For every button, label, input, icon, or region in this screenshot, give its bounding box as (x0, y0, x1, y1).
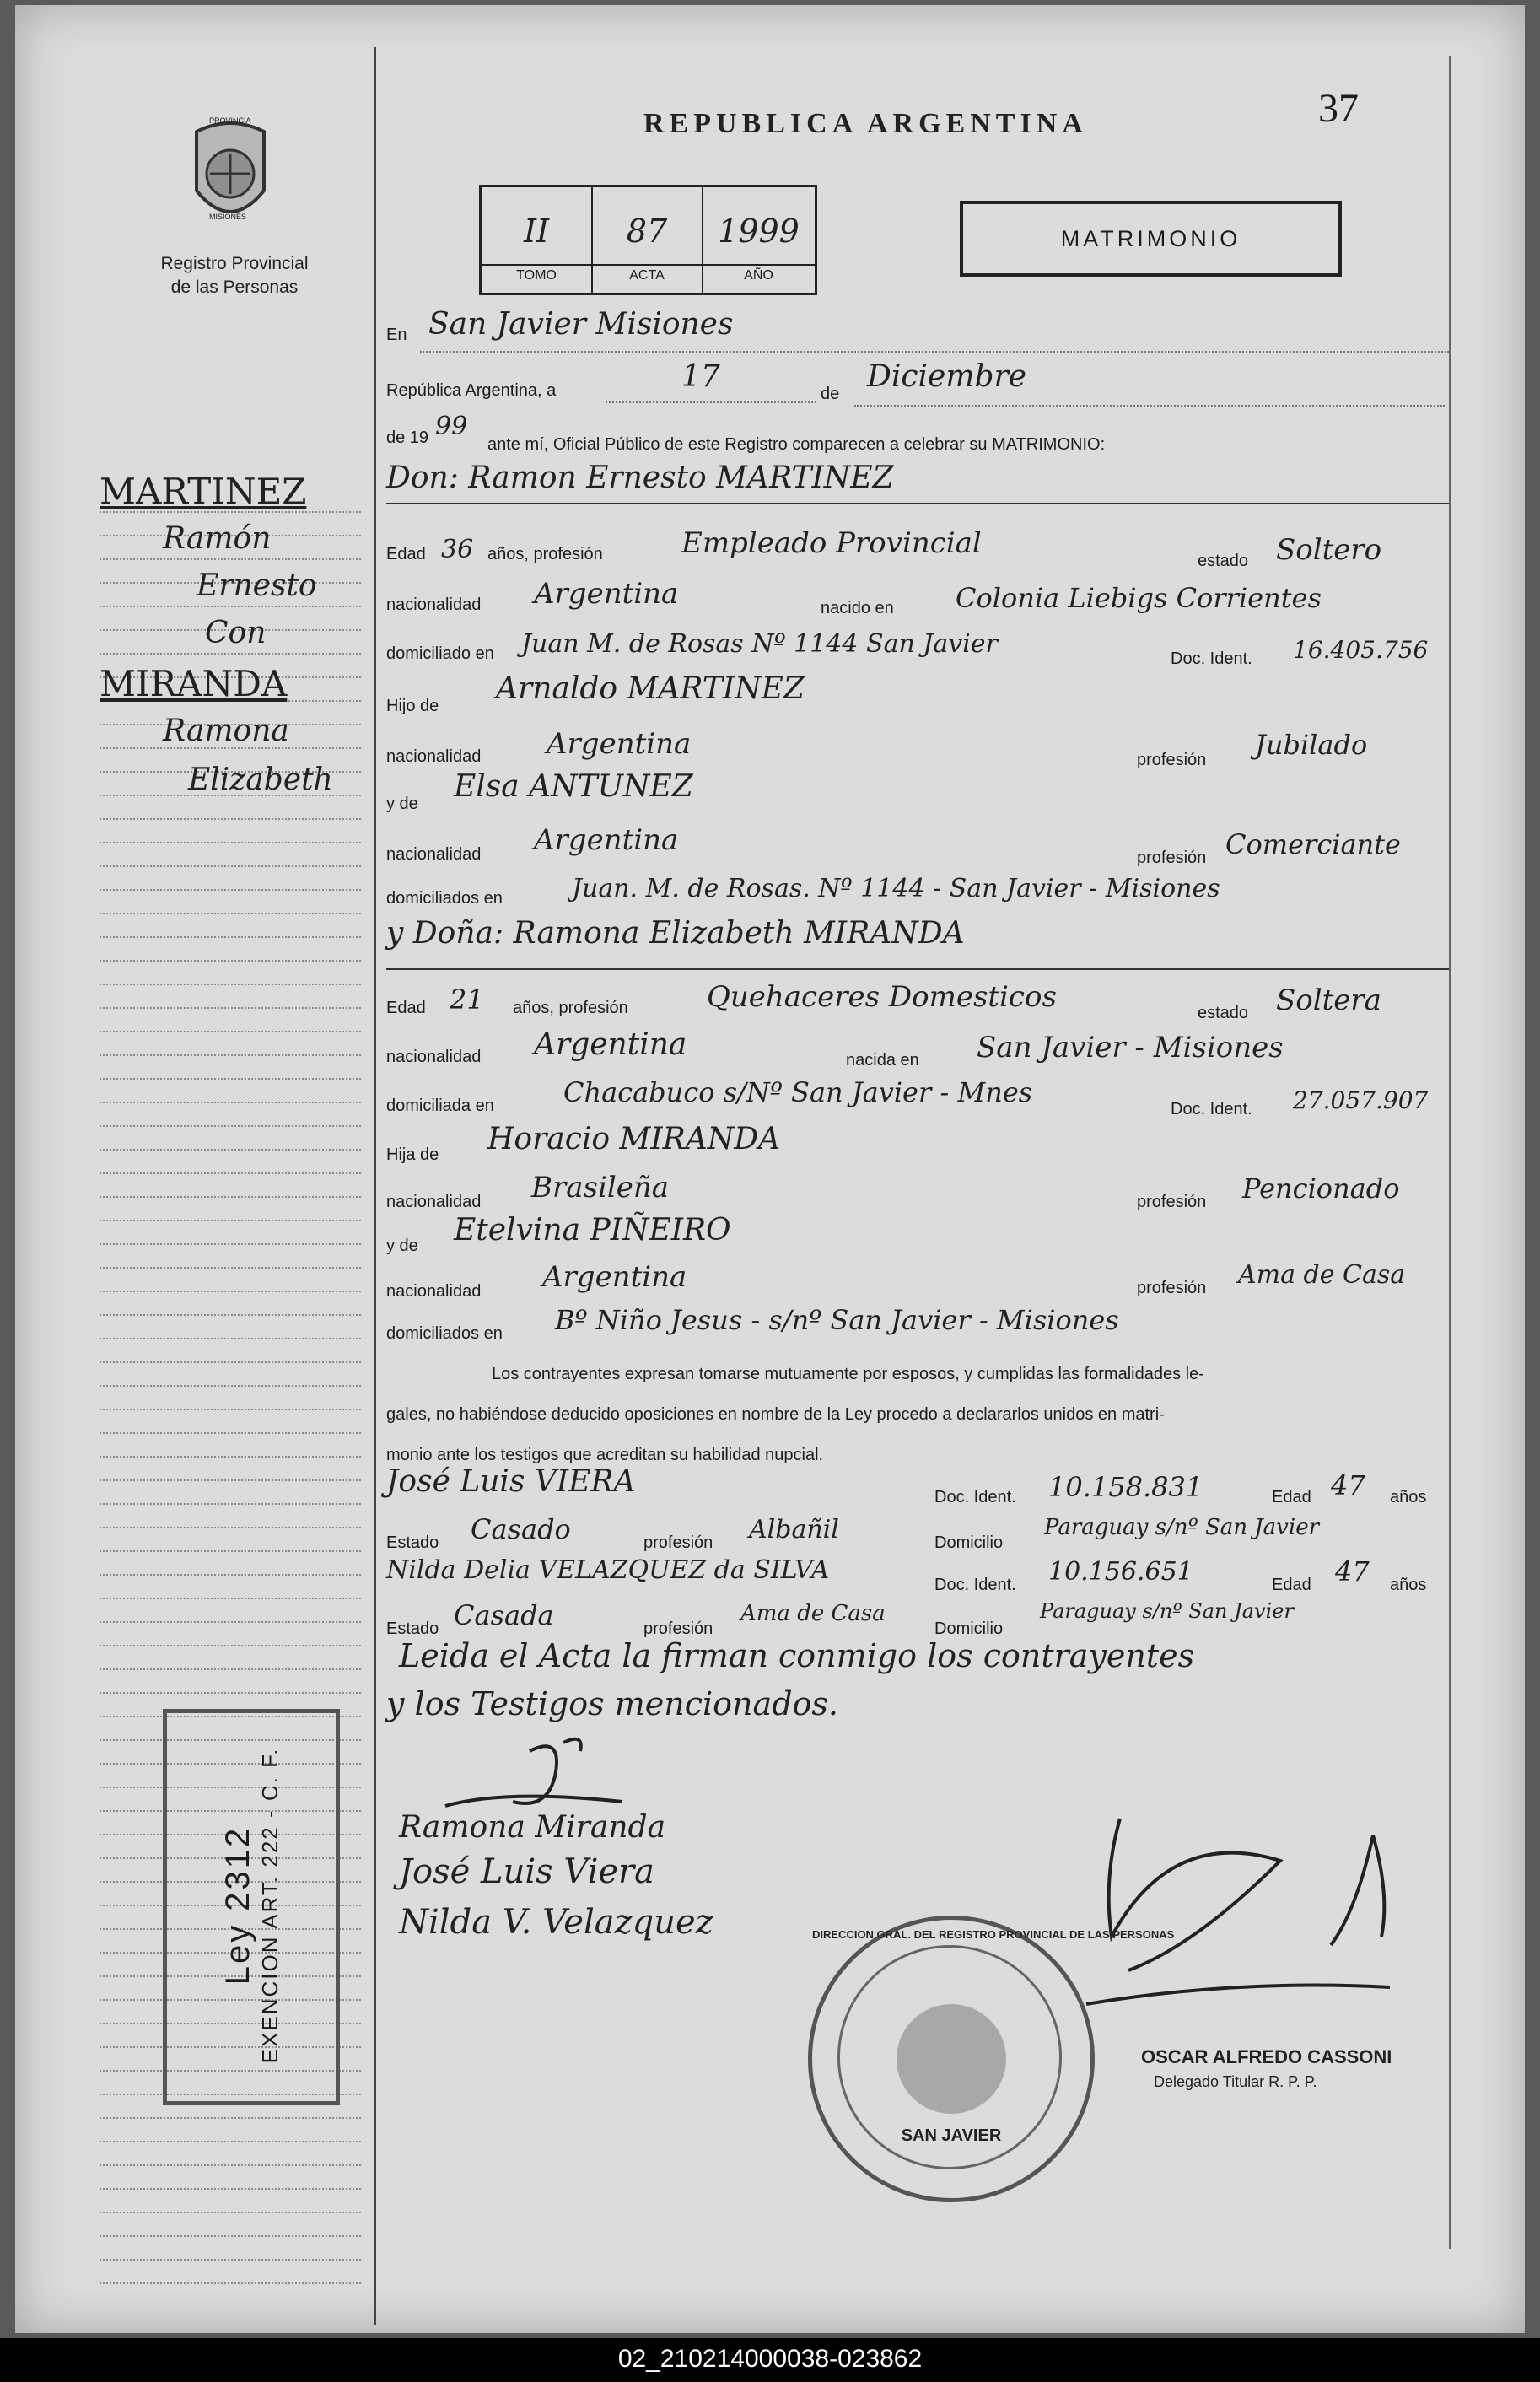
anio-label: AÑO (703, 264, 815, 283)
witness1-domicilio: Paraguay s/nº San Javier (1044, 1515, 1320, 1540)
bride-padres-dom: Bº Niño Jesus - s/nº San Javier - Misiones (555, 1304, 1119, 1336)
declaration-line3: monio ante los testigos que acreditan su habilidad nupcial. (386, 1446, 824, 1464)
file-id-strip (0, 2338, 1540, 2382)
groom-padre-nac: Argentina (547, 727, 692, 761)
margin-ruled-line (100, 1645, 361, 1646)
document-page (15, 5, 1525, 2333)
groom-padre-prof-label: profesión (1137, 751, 1207, 769)
margin-ruled-line (100, 865, 361, 867)
bride-edad-label: Edad (386, 999, 426, 1017)
margin-ruled-line (100, 2235, 361, 2237)
margin-ruled-line (100, 2259, 361, 2261)
groom-madre-prof: Comerciante (1225, 828, 1401, 860)
bride-madre-nac-label: nacionalidad (386, 1282, 482, 1301)
anio-value: 1999 (718, 213, 800, 250)
witness1-edad: 47 (1331, 1469, 1365, 1501)
groom-estado-label: estado (1198, 552, 1249, 570)
groom-doc: 16.405.756 (1293, 636, 1429, 664)
witness1-estado: Casado (471, 1513, 571, 1545)
signature-witness1: José Luis Viera (399, 1852, 655, 1891)
bride-domicilio: Chacabuco s/Nº San Javier - Mnes (563, 1076, 1033, 1108)
bride-doc: 27.057.907 (1293, 1086, 1429, 1114)
margin-ruled-line (100, 1432, 361, 1434)
groom-edad: 36 (441, 535, 474, 564)
margin-ruled-line (100, 1267, 361, 1269)
ley-stamp-line2: EXENCION ART. 222 - C. F. (257, 1747, 283, 2064)
ley-stamp-line1: Ley 2312 (219, 1825, 256, 1986)
groom-dom-label: domiciliado en (386, 644, 494, 663)
bride-nac-label: nacionalidad (386, 1048, 482, 1066)
margin-ruled-line (100, 1054, 361, 1056)
signature-witness2: Nilda V. Velazquez (399, 1903, 713, 1942)
groom-madre-nac: Argentina (534, 823, 679, 857)
margin-divider (374, 47, 376, 2325)
year: 99 (435, 412, 468, 441)
witness1-name: José Luis VIERA (386, 1464, 636, 1499)
margin-ruled-line (100, 653, 361, 655)
margin-con: Con (205, 616, 267, 650)
country-title: REPUBLICA ARGENTINA (643, 108, 1088, 139)
tomo-label: TOMO (482, 264, 591, 283)
groom-profesion-label: años, profesión (487, 545, 603, 563)
margin-ruled-line (100, 1361, 361, 1363)
bride-line: y Doña: Ramona Elizabeth MIRANDA (386, 916, 965, 951)
tomo-value: II (523, 213, 550, 250)
margin-ruled-line (100, 1172, 361, 1174)
declaration-line1: Los contrayentes expresan tomarse mutuamente por esposos, y cumplidas las formalidades le- (492, 1365, 1204, 1383)
bride-nacida: San Javier - Misiones (977, 1031, 1284, 1064)
place: San Javier Misiones (428, 307, 734, 342)
intro-text: ante mí, Oficial Público de este Registro comparecen a celebrar su MATRIMONIO: (487, 435, 1106, 454)
seal-top-text: PROVINCIA (209, 116, 251, 125)
margin-ruled-line (100, 558, 361, 560)
de19-label: de 19 (386, 428, 429, 447)
groom-profesion: Empleado Provincial (681, 526, 982, 560)
bride-nacida-label: nacida en (846, 1051, 919, 1070)
bride-madre-prof-label: profesión (1137, 1279, 1207, 1297)
de-label: de (821, 385, 840, 403)
bride-padre-nac: Brasileña (531, 1171, 669, 1204)
right-border-line (1449, 56, 1451, 2249)
closing-line2: y los Testigos mencionados. (386, 1685, 838, 1722)
groom-padres-dom: Juan. M. de Rosas. Nº 1144 - San Javier - Misiones (572, 874, 1220, 903)
bride-padre: Horacio MIRANDA (487, 1122, 781, 1156)
margin-ruled-line (100, 2117, 361, 2119)
bride-madre-prof: Ama de Casa (1238, 1260, 1406, 1290)
declaration-line2: gales, no habiéndose deducido oposiciones en nombre de la Ley procedo a declararlos unidos en matri- (386, 1405, 1165, 1424)
registry-name-line2: de las Personas (170, 278, 299, 297)
margin-ruled-line (100, 1125, 361, 1127)
witness1-doc-label: Doc. Ident. (934, 1488, 1016, 1506)
margin-ruled-line (100, 2164, 361, 2166)
margin-ruled-line (100, 842, 361, 843)
margin-ruled-line (100, 1196, 361, 1198)
margin-ruled-line (100, 2212, 361, 2213)
bride-padre-prof-label: profesión (1137, 1193, 1207, 1211)
margin-ruled-line (100, 1527, 361, 1528)
margin-ruled-line (100, 1338, 361, 1339)
round-seal-center: SAN JAVIER (901, 2126, 1002, 2145)
groom-padre: Arnaldo MARTINEZ (496, 671, 805, 706)
margin-ruled-line (100, 936, 361, 938)
margin-ruled-line (100, 2188, 361, 2190)
margin-bride-surname: MIRANDA (100, 663, 288, 704)
groom-madre-nac-label: nacionalidad (386, 845, 482, 864)
groom-padre-prof: Jubilado (1255, 729, 1368, 761)
official-title-stamp: Delegado Titular R. P. P. (1154, 2073, 1317, 2090)
margin-groom-surname: MARTINEZ (100, 471, 307, 512)
witness2-doc-label: Doc. Ident. (934, 1576, 1016, 1594)
groom-hijo-label: Hijo de (386, 697, 439, 715)
groom-doc-label: Doc. Ident. (1171, 649, 1252, 668)
margin-ruled-line (100, 1031, 361, 1032)
witness1-doc: 10.158.831 (1048, 1471, 1203, 1503)
margin-ruled-line (100, 2141, 361, 2142)
bride-estado: Soltera (1276, 984, 1381, 1017)
margin-ruled-line (100, 1550, 361, 1552)
groom-edad-label: Edad (386, 545, 426, 563)
month: Diciembre (867, 359, 1027, 394)
margin-ruled-line (100, 1149, 361, 1151)
margin-ruled-line (100, 1668, 361, 1670)
acta-value: 87 (626, 213, 668, 250)
officer-signature (1069, 1810, 1424, 2067)
witness1-prof-label: profesión (643, 1533, 713, 1552)
witness1-edad-label: Edad (1272, 1488, 1311, 1506)
witness2-name: Nilda Delia VELAZQUEZ da SILVA (386, 1555, 830, 1585)
witness1-dom-label: Domicilio (934, 1533, 1004, 1552)
groom-yde-label: y de (386, 795, 418, 813)
margin-ruled-line (100, 2282, 361, 2284)
margin-ruled-line (100, 1503, 361, 1505)
witness1-estado-label: Estado (386, 1533, 439, 1552)
round-seal-text: DIRECCION GRAL. DEL REGISTRO PROVINCIAL DE LAS PERSONAS (812, 1928, 1175, 1941)
doc-type-box (960, 201, 1342, 277)
margin-bride-name1: Ramona (163, 714, 289, 748)
groom-domicilio: Juan M. de Rosas Nº 1144 San Javier (521, 629, 998, 659)
margin-ruled-line (100, 1598, 361, 1599)
coat-of-arms-icon (180, 115, 281, 245)
margin-ruled-line (100, 1007, 361, 1009)
margin-ruled-line (100, 889, 361, 891)
margin-ruled-line (100, 1456, 361, 1458)
registry-name-line1: Registro Provincial (160, 254, 309, 273)
witness1-profesion: Albañil (749, 1515, 839, 1544)
signature-bride: Ramona Miranda (399, 1810, 666, 1845)
margin-ruled-line (100, 1102, 361, 1103)
groom-estado: Soltero (1276, 533, 1382, 567)
official-name-stamp: OSCAR ALFREDO CASSONI (1141, 2046, 1392, 2067)
margin-ruled-line (100, 1692, 361, 1694)
margin-ruled-line (100, 1078, 361, 1080)
bride-edad: 21 (450, 984, 484, 1016)
witness2-dom-label: Domicilio (934, 1619, 1004, 1638)
margin-ruled-line (100, 818, 361, 820)
closing-line1: Leida el Acta la firman conmigo los contrayentes (399, 1637, 1195, 1674)
groom-padres-dom-label: domiciliados en (386, 889, 503, 908)
groom-nac-label: nacionalidad (386, 596, 482, 614)
bride-padre-nac-label: nacionalidad (386, 1193, 482, 1211)
margin-ruled-line (100, 913, 361, 914)
margin-ruled-line (100, 1479, 361, 1481)
margin-ruled-line (100, 984, 361, 985)
witness2-edad: 47 (1335, 1555, 1370, 1587)
groom-nacionalidad: Argentina (534, 577, 679, 611)
bride-nacionalidad: Argentina (534, 1027, 687, 1062)
groom-madre-prof-label: profesión (1137, 849, 1207, 867)
witness2-doc: 10.156.651 (1048, 1557, 1193, 1587)
bride-profesion-label: años, profesión (513, 999, 628, 1017)
groom-madre: Elsa ANTUNEZ (454, 769, 693, 804)
bride-madre: Etelvina PIÑEIRO (454, 1213, 731, 1248)
margin-ruled-line (100, 1220, 361, 1221)
groom-padre-nac-label: nacionalidad (386, 747, 482, 766)
acta-box (479, 185, 817, 295)
bride-padres-dom-label: domiciliados en (386, 1324, 503, 1343)
acta-label: ACTA (592, 264, 702, 283)
witness2-edad-label: Edad (1272, 1576, 1311, 1594)
witness2-anos-label: años (1390, 1576, 1427, 1594)
round-official-seal (808, 1916, 1175, 2202)
margin-groom-name1: Ramón (163, 521, 272, 556)
margin-ruled-line (100, 1409, 361, 1410)
file-id: 02_210214000038-023862 (617, 2345, 923, 2373)
bride-profesion: Quehaceres Domesticos (707, 980, 1057, 1014)
officer-initial-signature (437, 1726, 656, 1823)
doc-type-title: MATRIMONIO (1060, 225, 1241, 251)
witness2-domicilio: Paraguay s/nº San Javier (1040, 1599, 1294, 1623)
page-number: 37 (1318, 86, 1359, 131)
bride-estado-label: estado (1198, 1004, 1249, 1022)
groom-nacido-label: nacido en (821, 599, 894, 617)
margin-groom-name2: Ernesto (197, 569, 317, 603)
republica-label: República Argentina, a (386, 381, 557, 400)
witness2-prof-label: profesión (643, 1619, 713, 1638)
margin-ruled-line (100, 1574, 361, 1576)
margin-ruled-line (100, 1621, 361, 1623)
witness2-estado: Casada (454, 1599, 554, 1631)
bride-hija-label: Hija de (386, 1145, 439, 1164)
bride-doc-label: Doc. Ident. (1171, 1100, 1252, 1118)
witness2-profesion: Ama de Casa (740, 1601, 886, 1626)
margin-ruled-line (100, 606, 361, 607)
bride-dom-label: domiciliada en (386, 1097, 494, 1115)
en-label: En (386, 326, 407, 344)
groom-nacido: Colonia Liebigs Corrientes (956, 582, 1322, 614)
margin-ruled-line (100, 1314, 361, 1316)
margin-ruled-line (100, 1243, 361, 1245)
witness1-anos-label: años (1390, 1488, 1427, 1506)
ley-exemption-stamp (163, 1709, 340, 2105)
witness2-estado-label: Estado (386, 1619, 439, 1638)
groom-line: Don: Ramon Ernesto MARTINEZ (386, 461, 894, 495)
margin-ruled-line (100, 1291, 361, 1292)
seal-bottom-text: MISIONES (209, 213, 247, 221)
day: 17 (681, 359, 720, 394)
bride-madre-nac: Argentina (542, 1260, 687, 1294)
margin-ruled-line (100, 960, 361, 962)
bride-yde-label: y de (386, 1237, 418, 1255)
bride-padre-prof: Pencionado (1242, 1172, 1400, 1204)
margin-ruled-line (100, 1385, 361, 1387)
margin-bride-name2: Elizabeth (188, 763, 333, 797)
